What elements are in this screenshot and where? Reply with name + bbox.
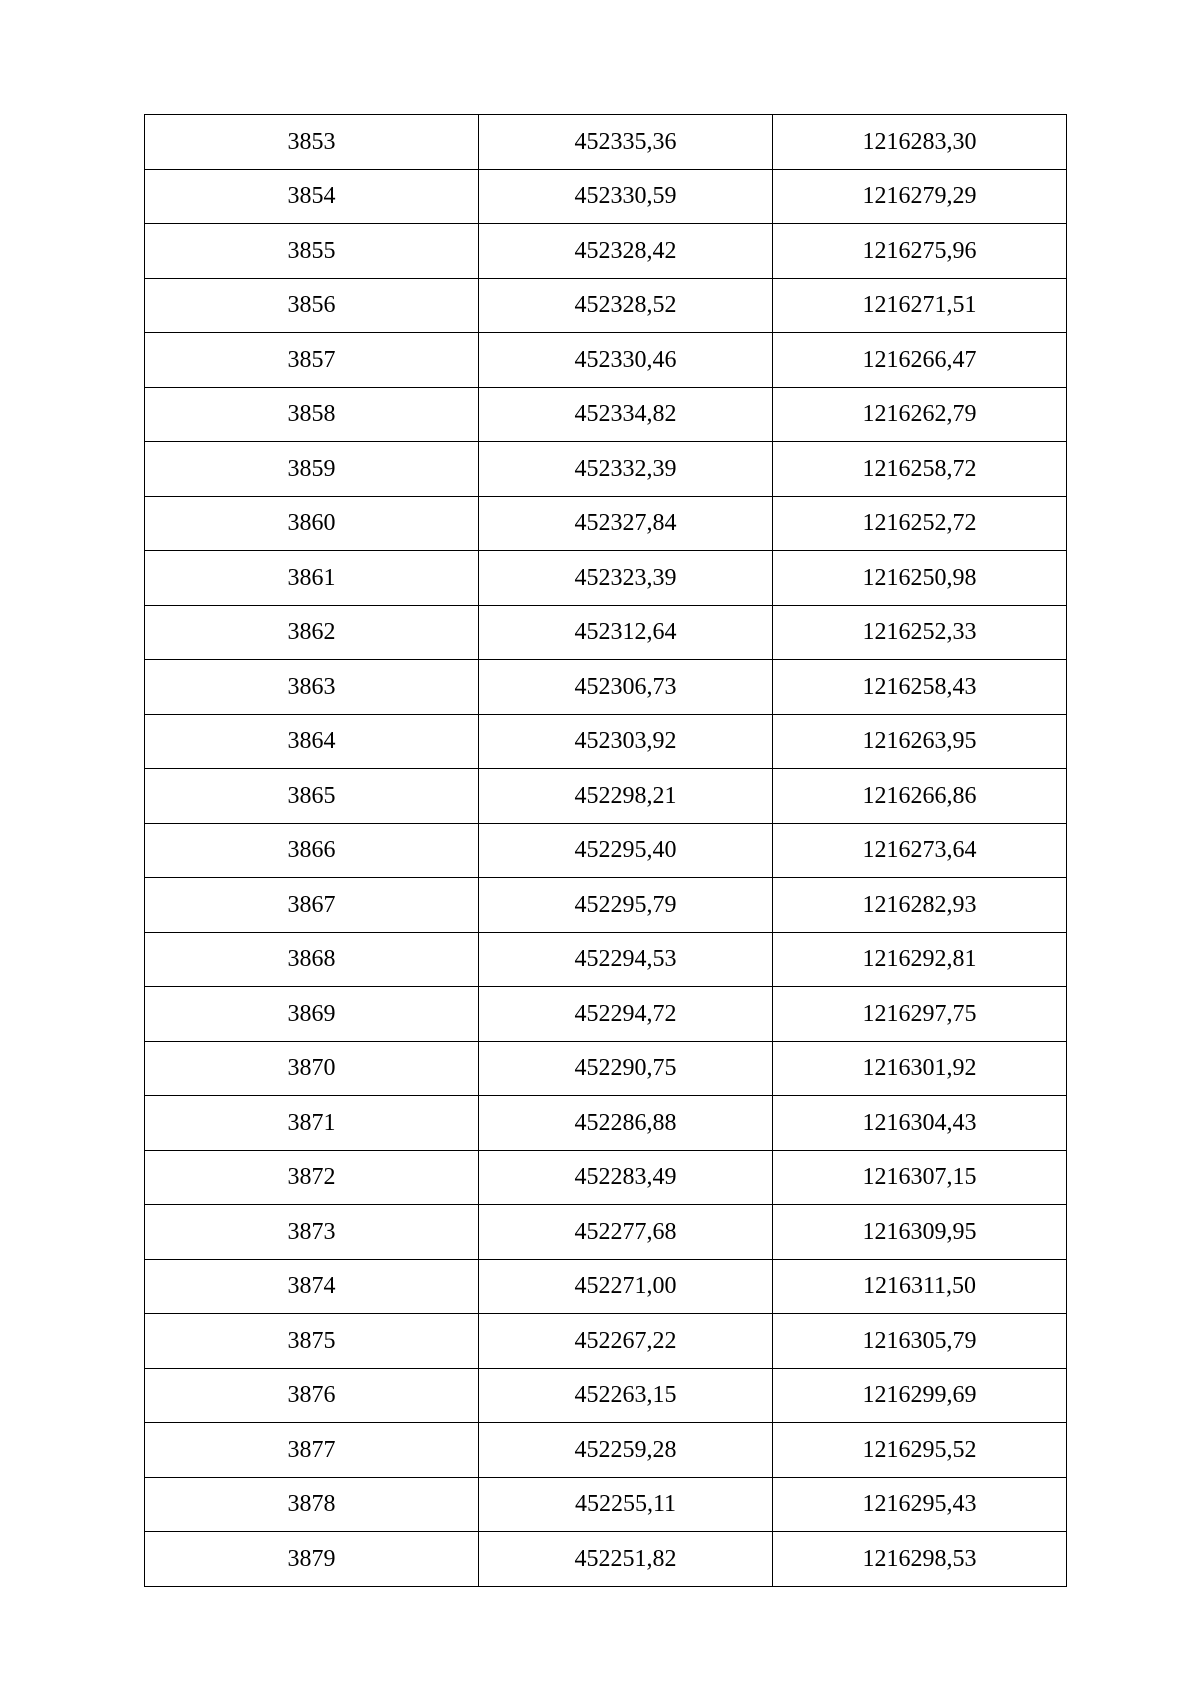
y-coordinate-cell: 1216279,29 bbox=[773, 169, 1067, 224]
table-row bbox=[145, 1259, 1067, 1314]
y-coordinate-cell: 1216299,69 bbox=[773, 1368, 1067, 1423]
table-row bbox=[145, 823, 1067, 878]
point-number-cell: 3853 bbox=[145, 115, 479, 170]
x-coordinate-cell: 452290,75 bbox=[479, 1041, 773, 1096]
y-coordinate-cell: 1216263,95 bbox=[773, 714, 1067, 769]
x-coordinate-cell: 452327,84 bbox=[479, 496, 773, 551]
table-row bbox=[145, 1314, 1067, 1369]
point-number-cell: 3865 bbox=[145, 769, 479, 824]
y-coordinate-cell: 1216282,93 bbox=[773, 878, 1067, 933]
table-row bbox=[145, 878, 1067, 933]
x-coordinate-cell: 452328,42 bbox=[479, 224, 773, 279]
y-coordinate-cell: 1216262,79 bbox=[773, 387, 1067, 442]
x-coordinate-cell: 452263,15 bbox=[479, 1368, 773, 1423]
y-coordinate-cell: 1216311,50 bbox=[773, 1259, 1067, 1314]
x-coordinate-cell: 452294,72 bbox=[479, 987, 773, 1042]
x-coordinate-cell: 452335,36 bbox=[479, 115, 773, 170]
y-coordinate-cell: 1216271,51 bbox=[773, 278, 1067, 333]
y-coordinate-cell: 1216298,53 bbox=[773, 1532, 1067, 1587]
table-row bbox=[145, 987, 1067, 1042]
y-coordinate-cell: 1216309,95 bbox=[773, 1205, 1067, 1260]
y-coordinate-cell: 1216258,72 bbox=[773, 442, 1067, 497]
x-coordinate-cell: 452303,92 bbox=[479, 714, 773, 769]
table-row bbox=[145, 333, 1067, 388]
table-row bbox=[145, 1096, 1067, 1151]
table-row bbox=[145, 1477, 1067, 1532]
y-coordinate-cell: 1216295,52 bbox=[773, 1423, 1067, 1478]
table-row bbox=[145, 496, 1067, 551]
point-number-cell: 3878 bbox=[145, 1477, 479, 1532]
y-coordinate-cell: 1216250,98 bbox=[773, 551, 1067, 606]
point-number-cell: 3868 bbox=[145, 932, 479, 987]
x-coordinate-cell: 452330,59 bbox=[479, 169, 773, 224]
coordinates-table-body bbox=[145, 115, 1067, 1587]
y-coordinate-cell: 1216252,33 bbox=[773, 605, 1067, 660]
table-row bbox=[145, 714, 1067, 769]
table-row bbox=[145, 551, 1067, 606]
y-coordinate-cell: 1216292,81 bbox=[773, 932, 1067, 987]
point-number-cell: 3873 bbox=[145, 1205, 479, 1260]
table-row bbox=[145, 1532, 1067, 1587]
y-coordinate-cell: 1216266,47 bbox=[773, 333, 1067, 388]
x-coordinate-cell: 452267,22 bbox=[479, 1314, 773, 1369]
x-coordinate-cell: 452323,39 bbox=[479, 551, 773, 606]
x-coordinate-cell: 452328,52 bbox=[479, 278, 773, 333]
x-coordinate-cell: 452332,39 bbox=[479, 442, 773, 497]
table-row bbox=[145, 1205, 1067, 1260]
y-coordinate-cell: 1216305,79 bbox=[773, 1314, 1067, 1369]
point-number-cell: 3877 bbox=[145, 1423, 479, 1478]
table-row bbox=[145, 1150, 1067, 1205]
point-number-cell: 3861 bbox=[145, 551, 479, 606]
x-coordinate-cell: 452271,00 bbox=[479, 1259, 773, 1314]
y-coordinate-cell: 1216304,43 bbox=[773, 1096, 1067, 1151]
point-number-cell: 3864 bbox=[145, 714, 479, 769]
x-coordinate-cell: 452330,46 bbox=[479, 333, 773, 388]
point-number-cell: 3875 bbox=[145, 1314, 479, 1369]
point-number-cell: 3874 bbox=[145, 1259, 479, 1314]
table-row bbox=[145, 442, 1067, 497]
y-coordinate-cell: 1216275,96 bbox=[773, 224, 1067, 279]
table-row bbox=[145, 932, 1067, 987]
x-coordinate-cell: 452312,64 bbox=[479, 605, 773, 660]
x-coordinate-cell: 452259,28 bbox=[479, 1423, 773, 1478]
table-row bbox=[145, 224, 1067, 279]
point-number-cell: 3856 bbox=[145, 278, 479, 333]
y-coordinate-cell: 1216273,64 bbox=[773, 823, 1067, 878]
x-coordinate-cell: 452295,40 bbox=[479, 823, 773, 878]
y-coordinate-cell: 1216266,86 bbox=[773, 769, 1067, 824]
point-number-cell: 3857 bbox=[145, 333, 479, 388]
point-number-cell: 3871 bbox=[145, 1096, 479, 1151]
table-row bbox=[145, 1368, 1067, 1423]
x-coordinate-cell: 452286,88 bbox=[479, 1096, 773, 1151]
point-number-cell: 3876 bbox=[145, 1368, 479, 1423]
point-number-cell: 3860 bbox=[145, 496, 479, 551]
y-coordinate-cell: 1216295,43 bbox=[773, 1477, 1067, 1532]
point-number-cell: 3879 bbox=[145, 1532, 479, 1587]
table-row bbox=[145, 660, 1067, 715]
point-number-cell: 3855 bbox=[145, 224, 479, 279]
y-coordinate-cell: 1216283,30 bbox=[773, 115, 1067, 170]
table-row bbox=[145, 1041, 1067, 1096]
point-number-cell: 3866 bbox=[145, 823, 479, 878]
x-coordinate-cell: 452255,11 bbox=[479, 1477, 773, 1532]
table-row bbox=[145, 605, 1067, 660]
point-number-cell: 3854 bbox=[145, 169, 479, 224]
table-row bbox=[145, 1423, 1067, 1478]
x-coordinate-cell: 452295,79 bbox=[479, 878, 773, 933]
table-row bbox=[145, 169, 1067, 224]
point-number-cell: 3859 bbox=[145, 442, 479, 497]
table-row bbox=[145, 769, 1067, 824]
point-number-cell: 3863 bbox=[145, 660, 479, 715]
table-row bbox=[145, 115, 1067, 170]
point-number-cell: 3862 bbox=[145, 605, 479, 660]
y-coordinate-cell: 1216297,75 bbox=[773, 987, 1067, 1042]
x-coordinate-cell: 452298,21 bbox=[479, 769, 773, 824]
y-coordinate-cell: 1216307,15 bbox=[773, 1150, 1067, 1205]
point-number-cell: 3867 bbox=[145, 878, 479, 933]
y-coordinate-cell: 1216301,92 bbox=[773, 1041, 1067, 1096]
point-number-cell: 3858 bbox=[145, 387, 479, 442]
x-coordinate-cell: 452277,68 bbox=[479, 1205, 773, 1260]
table-row bbox=[145, 387, 1067, 442]
y-coordinate-cell: 1216258,43 bbox=[773, 660, 1067, 715]
point-number-cell: 3870 bbox=[145, 1041, 479, 1096]
x-coordinate-cell: 452334,82 bbox=[479, 387, 773, 442]
x-coordinate-cell: 452251,82 bbox=[479, 1532, 773, 1587]
point-number-cell: 3869 bbox=[145, 987, 479, 1042]
x-coordinate-cell: 452294,53 bbox=[479, 932, 773, 987]
table-row bbox=[145, 278, 1067, 333]
x-coordinate-cell: 452283,49 bbox=[479, 1150, 773, 1205]
x-coordinate-cell: 452306,73 bbox=[479, 660, 773, 715]
y-coordinate-cell: 1216252,72 bbox=[773, 496, 1067, 551]
point-number-cell: 3872 bbox=[145, 1150, 479, 1205]
coordinates-table bbox=[144, 114, 1067, 1587]
